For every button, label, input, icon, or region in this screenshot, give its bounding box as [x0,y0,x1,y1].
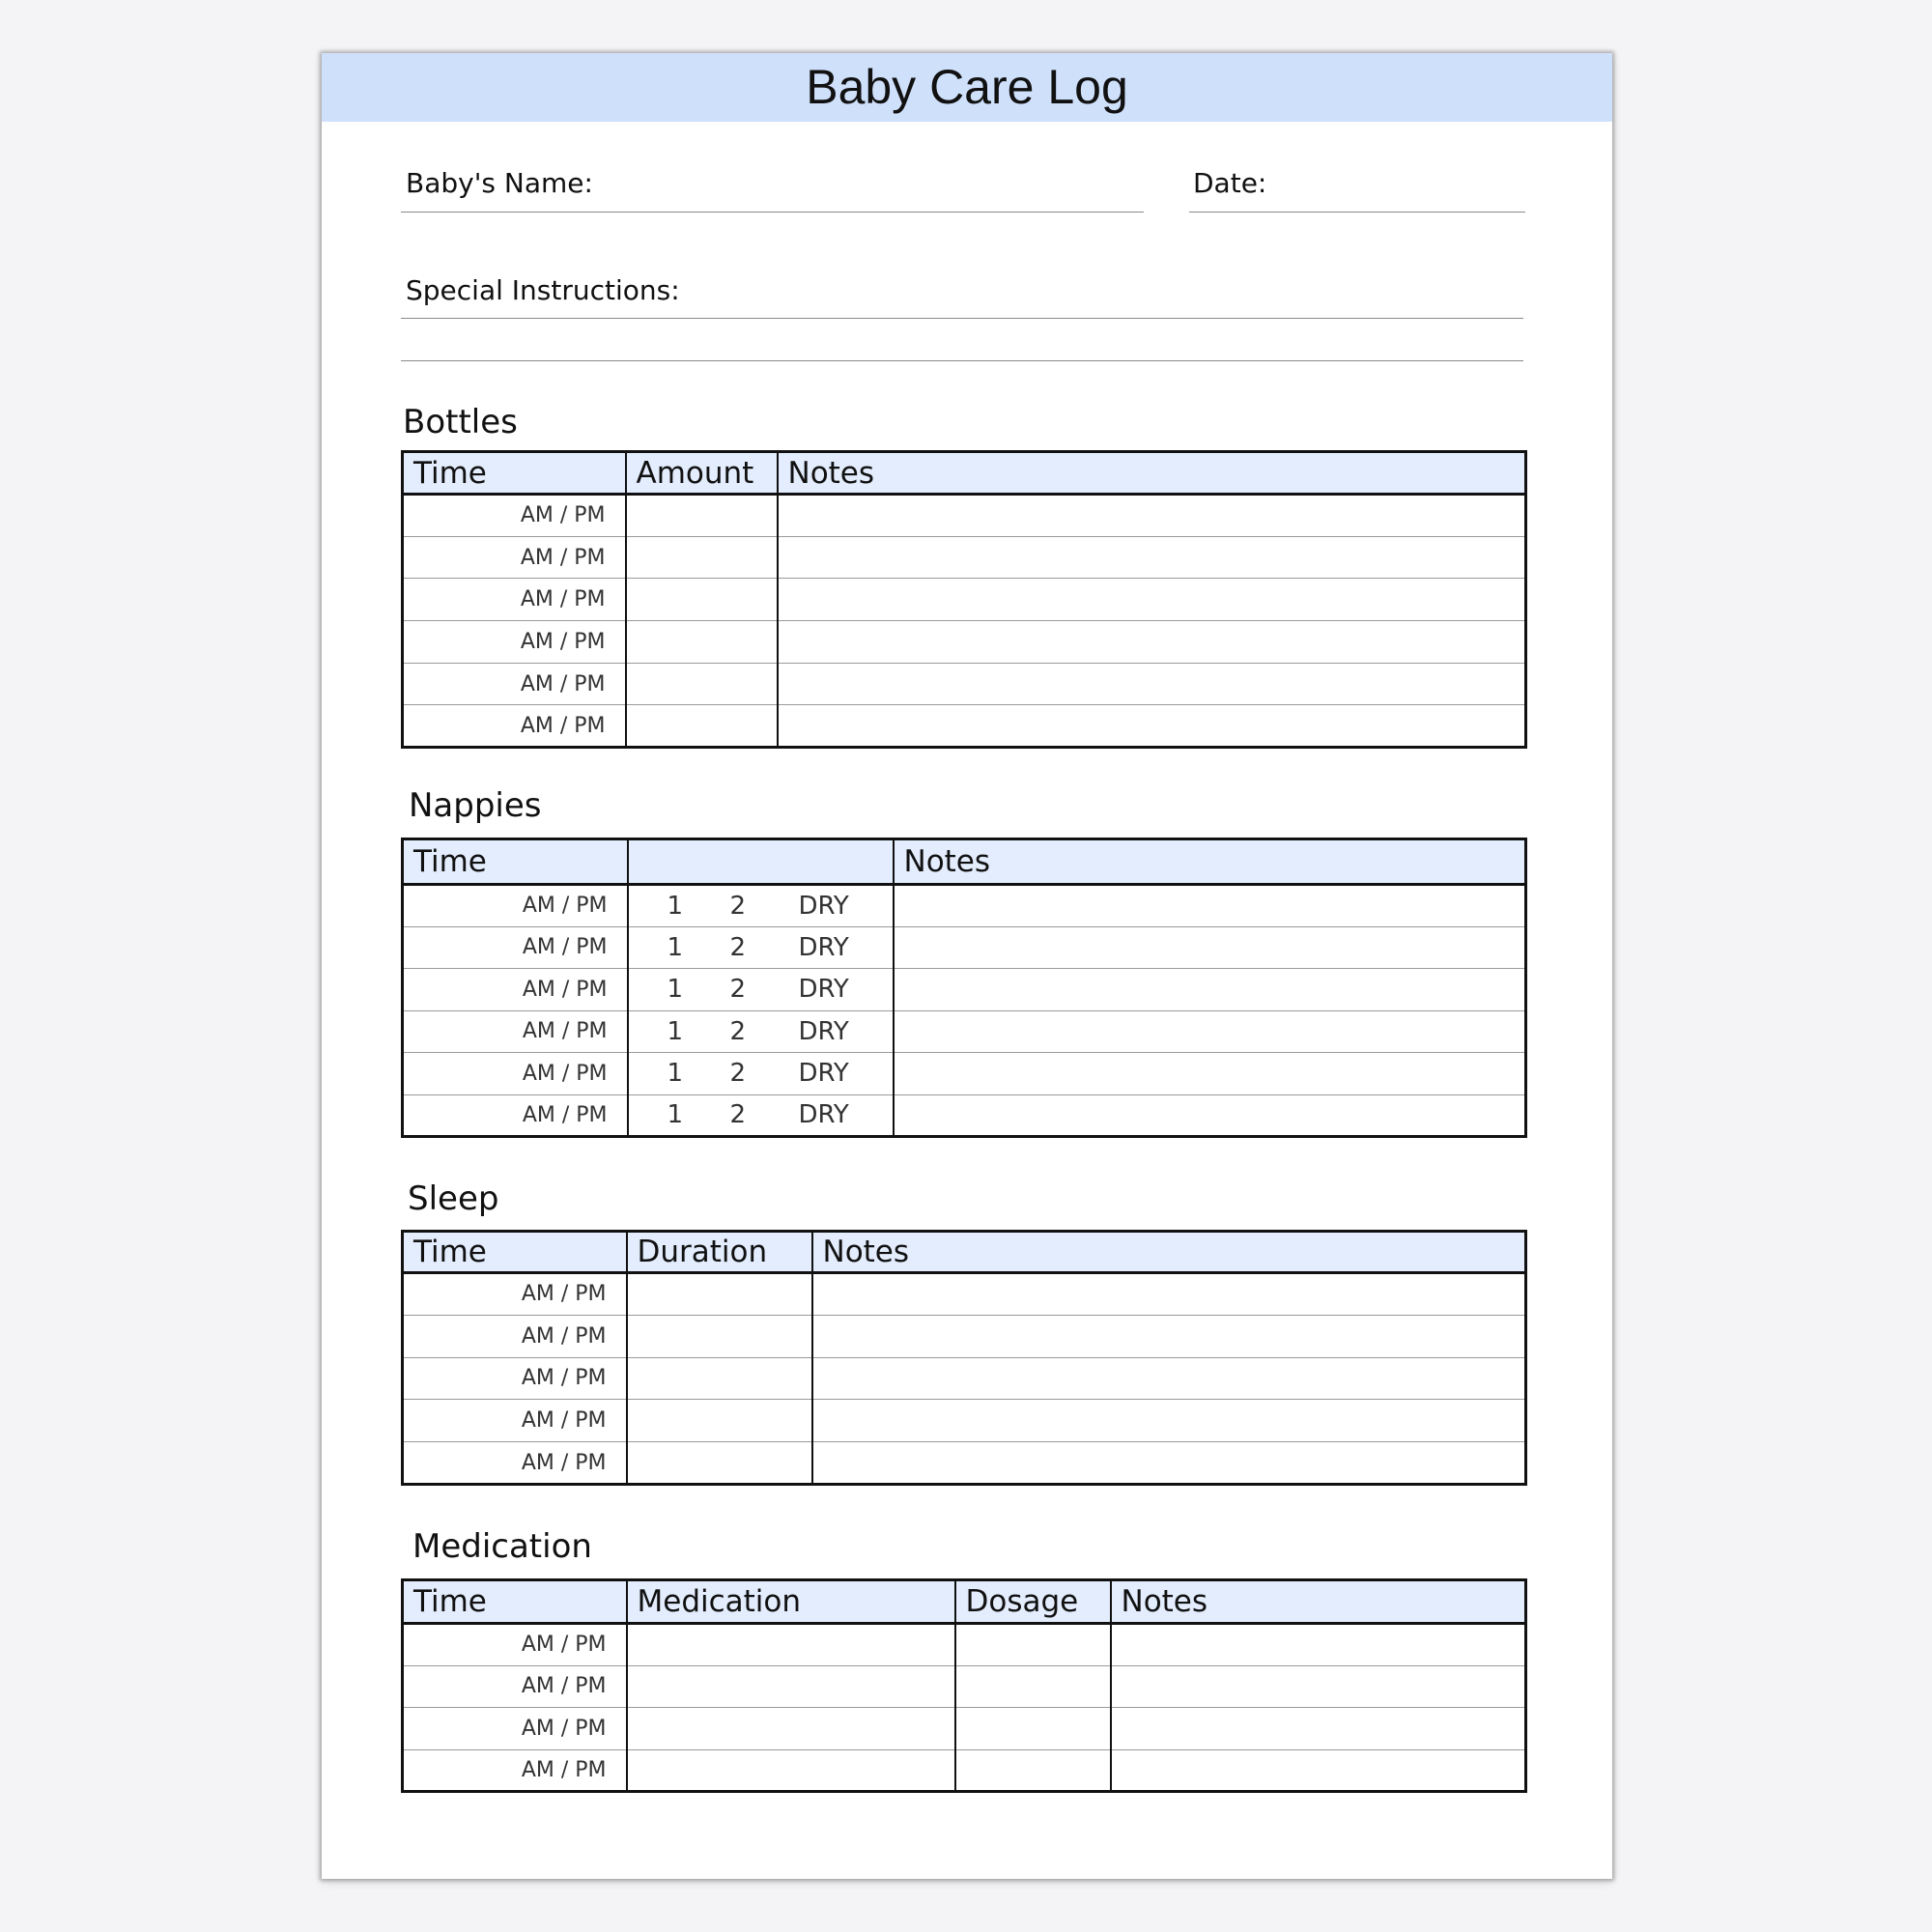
nappies-cell-time[interactable]: AM / PM [403,969,628,1011]
bottles-cell-time[interactable]: AM / PM [403,621,626,664]
nappy-option-dry[interactable]: DRY [798,932,849,962]
medication-cell-dosage[interactable] [955,1708,1111,1750]
nappies-header-notes: Notes [894,839,1526,885]
date-label: Date: [1193,167,1267,199]
nappy-option-2[interactable]: 2 [729,1100,747,1130]
nappy-option-1[interactable]: 1 [667,975,684,1005]
sleep-row [403,1400,1526,1442]
nappies-cell-notes[interactable] [894,969,1526,1011]
bottles-cell-time[interactable]: AM / PM [403,579,626,621]
nappies-row [403,1053,1526,1095]
bottles-cell-amount[interactable] [626,621,778,664]
babys-name-label: Baby's Name: [406,167,593,199]
nappy-option-dry[interactable]: DRY [798,975,849,1005]
bottles-cell-notes[interactable] [778,663,1526,705]
bottles-cell-notes[interactable] [778,621,1526,664]
medication-cell-time[interactable]: AM / PM [403,1665,627,1708]
bottles-cell-amount[interactable] [626,495,778,537]
bottles-cell-notes[interactable] [778,705,1526,748]
bottles-title: Bottles [403,403,518,441]
nappies-cell-time[interactable]: AM / PM [403,1094,628,1137]
medication-cell-time[interactable]: AM / PM [403,1624,627,1666]
medication-row [403,1624,1526,1666]
bottles-row [403,621,1526,664]
nappy-option-dry[interactable]: DRY [798,1100,849,1130]
nappies-cell-type[interactable] [628,885,894,927]
bottles-cell-time[interactable]: AM / PM [403,495,626,537]
special-instructions-field-1[interactable] [401,318,1523,319]
nappy-option-1[interactable]: 1 [667,1016,684,1046]
bottles-cell-notes[interactable] [778,495,1526,537]
babys-name-field[interactable] [401,212,1144,213]
nappy-option-1[interactable]: 1 [667,932,684,962]
nappy-option-2[interactable]: 2 [729,891,747,921]
nappies-row [403,1010,1526,1053]
sleep-cell-notes[interactable] [812,1400,1526,1442]
medication-row [403,1665,1526,1708]
medication-header-time: Time [403,1580,627,1624]
bottles-row [403,536,1526,579]
sleep-cell-duration[interactable] [627,1273,812,1316]
nappies-header-type [628,839,894,885]
bottles-row [403,579,1526,621]
nappy-option-2[interactable]: 2 [729,975,747,1005]
medication-header-medication: Medication [627,1580,955,1624]
medication-cell-dosage[interactable] [955,1624,1111,1666]
page-title: Baby Care Log [806,60,1128,114]
special-instructions-field-2[interactable] [401,360,1523,361]
nappies-cell-type[interactable] [628,1010,894,1053]
medication-row [403,1749,1526,1792]
nappies-cell-time[interactable]: AM / PM [403,1010,628,1053]
bottles-cell-time[interactable]: AM / PM [403,536,626,579]
nappies-cell-notes[interactable] [894,1053,1526,1095]
sleep-row [403,1315,1526,1357]
medication-header-dosage: Dosage [955,1580,1111,1624]
nappies-row [403,969,1526,1011]
nappies-row [403,1094,1526,1137]
sleep-cell-duration[interactable] [627,1442,812,1485]
sleep-header-duration: Duration [627,1232,812,1273]
nappy-option-2[interactable]: 2 [729,1016,747,1046]
sleep-cell-notes[interactable] [812,1315,1526,1357]
nappies-cell-notes[interactable] [894,926,1526,969]
nappies-cell-time[interactable]: AM / PM [403,1053,628,1095]
date-field[interactable] [1189,212,1525,213]
sleep-title: Sleep [408,1179,499,1218]
nappies-cell-notes[interactable] [894,1094,1526,1137]
nappies-cell-time[interactable]: AM / PM [403,926,628,969]
nappy-option-2[interactable]: 2 [729,932,747,962]
medication-cell-medication[interactable] [627,1708,955,1750]
sleep-cell-duration[interactable] [627,1315,812,1357]
nappy-option-1[interactable]: 1 [667,1100,684,1130]
nappy-option-dry[interactable]: DRY [798,1059,849,1089]
medication-header-row [403,1580,1526,1624]
sleep-row [403,1273,1526,1316]
medication-cell-dosage[interactable] [955,1665,1111,1708]
nappies-cell-time[interactable]: AM / PM [403,885,628,927]
sleep-cell-time[interactable]: AM / PM [403,1315,627,1357]
sleep-cell-time[interactable]: AM / PM [403,1273,627,1316]
nappies-title: Nappies [409,786,542,825]
nappy-option-1[interactable]: 1 [667,891,684,921]
sleep-cell-time[interactable]: AM / PM [403,1400,627,1442]
bottles-header-row [403,452,1526,495]
medication-cell-notes[interactable] [1111,1624,1526,1666]
sleep-header-notes: Notes [812,1232,1526,1273]
nappies-cell-notes[interactable] [894,1010,1526,1053]
sleep-row [403,1357,1526,1400]
sleep-cell-notes[interactable] [812,1442,1526,1485]
medication-cell-medication[interactable] [627,1665,955,1708]
bottles-cell-amount[interactable] [626,705,778,748]
sleep-table [401,1230,1527,1486]
bottles-cell-time[interactable]: AM / PM [403,705,626,748]
medication-row [403,1708,1526,1750]
medication-cell-notes[interactable] [1111,1665,1526,1708]
nappies-table [401,838,1527,1138]
medication-title: Medication [412,1527,592,1566]
nappy-option-1[interactable]: 1 [667,1059,684,1089]
medication-cell-medication[interactable] [627,1624,955,1666]
medication-cell-dosage[interactable] [955,1749,1111,1792]
sleep-row [403,1442,1526,1485]
sleep-cell-time[interactable]: AM / PM [403,1357,627,1400]
special-instructions-label: Special Instructions: [406,274,680,306]
medication-cell-time[interactable]: AM / PM [403,1708,627,1750]
sleep-cell-time[interactable]: AM / PM [403,1442,627,1485]
sleep-cell-duration[interactable] [627,1400,812,1442]
sleep-cell-duration[interactable] [627,1357,812,1400]
bottles-row [403,663,1526,705]
nappy-option-dry[interactable]: DRY [798,891,849,921]
nappy-option-2[interactable]: 2 [729,1059,747,1089]
sleep-cell-notes[interactable] [812,1357,1526,1400]
medication-table [401,1578,1527,1793]
sleep-header-time: Time [403,1232,627,1273]
medication-header-notes: Notes [1111,1580,1526,1624]
bottles-cell-amount[interactable] [626,536,778,579]
bottles-header-notes: Notes [778,452,1526,495]
sleep-cell-notes[interactable] [812,1273,1526,1316]
nappies-header-row [403,839,1526,885]
log-sheet [322,53,1612,1879]
medication-cell-notes[interactable] [1111,1708,1526,1750]
nappies-cell-type[interactable] [628,1053,894,1095]
bottles-cell-time[interactable]: AM / PM [403,663,626,705]
nappies-cell-type[interactable] [628,926,894,969]
nappies-header-time: Time [403,839,628,885]
nappies-row [403,926,1526,969]
medication-cell-time[interactable]: AM / PM [403,1749,627,1792]
medication-cell-notes[interactable] [1111,1749,1526,1792]
bottles-cell-amount[interactable] [626,663,778,705]
nappies-row [403,885,1526,927]
nappies-cell-type[interactable] [628,1094,894,1137]
bottles-cell-notes[interactable] [778,579,1526,621]
bottles-table [401,450,1527,749]
medication-cell-medication[interactable] [627,1749,955,1792]
bottles-cell-amount[interactable] [626,579,778,621]
bottles-row [403,495,1526,537]
bottles-cell-notes[interactable] [778,536,1526,579]
nappy-option-dry[interactable]: DRY [798,1016,849,1046]
bottles-row [403,705,1526,748]
nappies-cell-type[interactable] [628,969,894,1011]
nappies-cell-notes[interactable] [894,885,1526,927]
bottles-header-amount: Amount [626,452,778,495]
sleep-header-row [403,1232,1526,1273]
bottles-header-time: Time [403,452,626,495]
